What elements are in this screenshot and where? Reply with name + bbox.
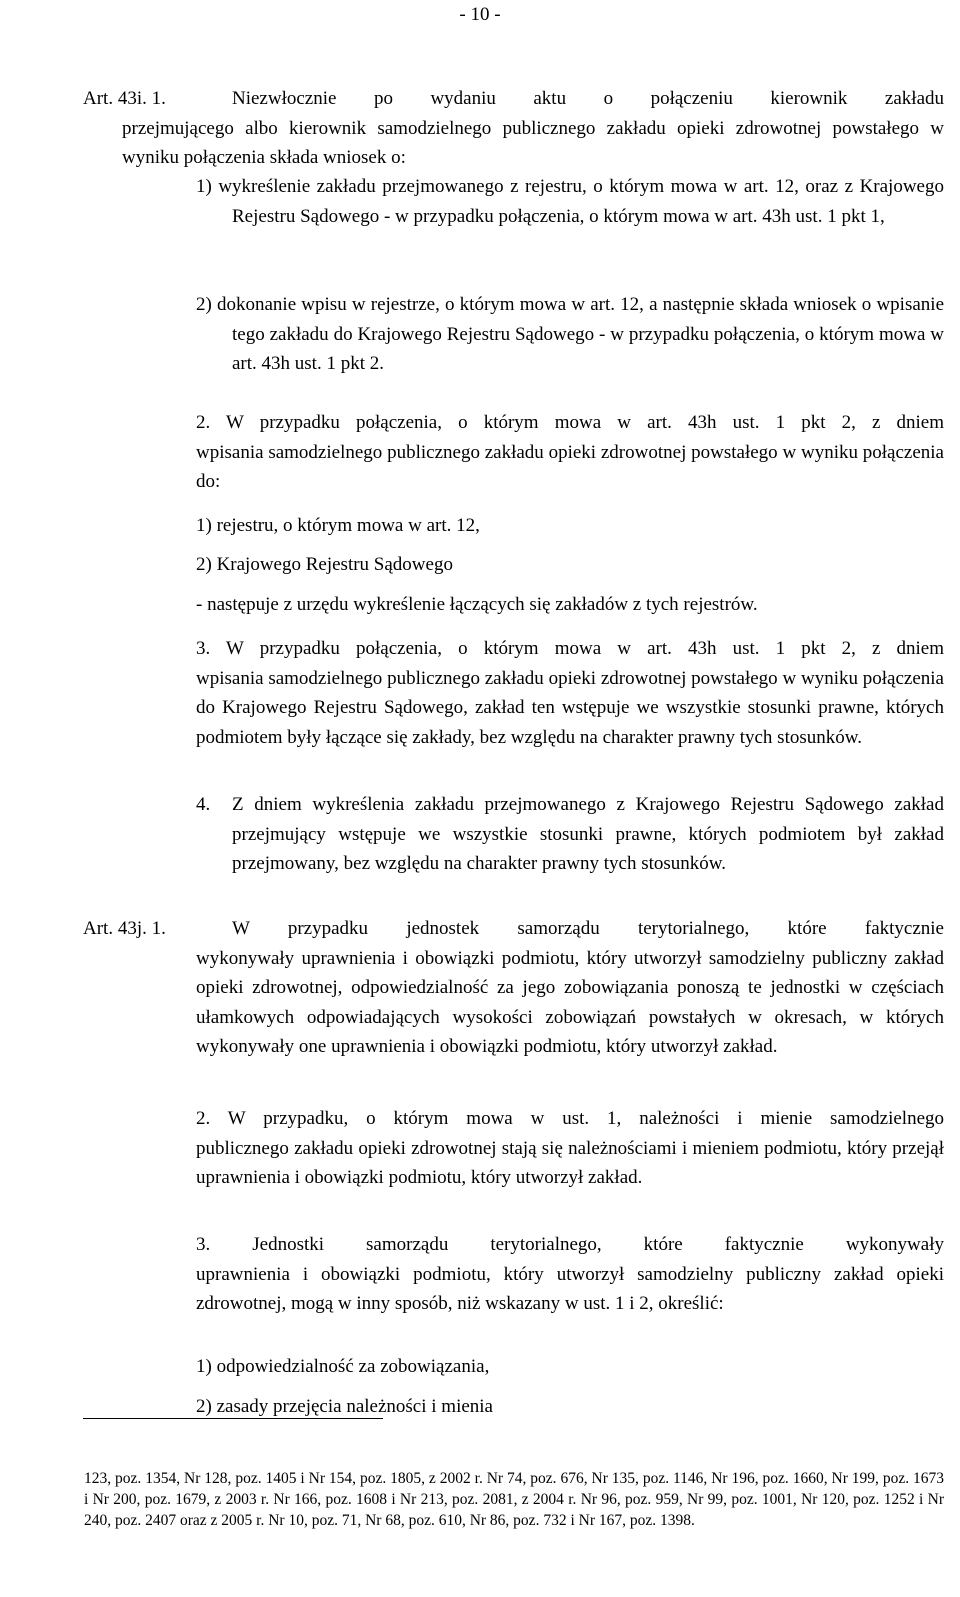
article-43i-ust1-point1: 1) wykreślenie zakładu przejmowanego z rejestru, o którym mowa w art. 12, oraz z Krajowego Rejestru Sądowego - w przypadku połączenia, o którym mowa w art. 43h ust. 1 pkt 1, [196,176,944,227]
article-43j-ust2-rest: publicznego zakładu opieki zdrowotnej stają się należnościami i mieniem podmiotu, który przejął uprawnienia i obowiązki podmiotu, który utworzył zakład. [196,1137,944,1188]
article-43i-ust3-first-line: 3. W przypadku połączenia, o którym mowa w art. 43h ust. 1 pkt 2, z dniem [196,638,944,659]
article-43j-ust3-first-line: 3. Jednostki samorządu terytorialnego, które faktycznie wykonywały [196,1234,944,1255]
article-43i-ust4-text: Z dniem wykreślenia zakładu przejmowanego z Krajowego Rejestru Sądowego zakład przejmujący wstępuje we wszystkie stosunki prawne, których podmiotem był zakład przejmowany, bez względu na charakter prawny tych stosunków. [232,794,944,874]
page-number: - 10 - [459,4,501,25]
article-43j-ust2-first-line: 2. W przypadku, o którym mowa w ust. 1, należności i mienie samodzielnego [196,1108,944,1129]
article-43j-ust3-point2: 2) zasady przejęcia należności i mienia [196,1396,493,1417]
article-43j-ust3-rest: uprawnienia i obowiązki podmiotu, który utworzył samodzielny publiczny zakład opieki zdrowotnej, mogą w inny sposób, niż wskazany w ust. 1 i 2, określić: [196,1263,944,1314]
article-43i-ust2-rest: wpisania samodzielnego publicznego zakładu opieki zdrowotnej powstałego w wyniku połączenia do: [196,441,944,492]
article-43i-ust2-point1: 1) rejestru, o którym mowa w art. 12, [196,515,480,536]
footnote-separator [83,1418,383,1419]
article-43i-ust3-rest: wpisania samodzielnego publicznego zakładu opieki zdrowotnej powstałego w wyniku połączenia do Krajowego Rejestru Sądowego, zakład ten wstępuje we wszystkie stosunki prawne, których podmiotem były łączące się zakłady, bez względu na charakter prawny tych stosunków. [196,667,944,748]
article-43j-ust1-rest: wykonywały uprawnienia i obowiązki podmiotu, który utworzył samodzielny publiczny zakład opieki zdrowotnej, odpowiedzialność za jego zobowiązania ponoszą te jednostki w częściach ułamkowych odpowiadających wysokości zobowiązań powstałych w okresach, w których wykonywały one uprawnienia i obowiązki podmiotu, który utworzył zakład. [196,947,944,1057]
article-43i-ust2-first-line: 2. W przypadku połączenia, o którym mowa w art. 43h ust. 1 pkt 2, z dniem [196,412,944,433]
article-43i-heading: Art. 43i. 1. [83,88,166,109]
article-43i-intro-rest: przejmującego albo kierownik samodzielnego publicznego zakładu opieki zdrowotnej powstałego w wyniku połączenia składa wniosek o: [122,117,944,168]
article-43i-intro-first-line: Niezwłocznie po wydaniu aktu o połączeniu kierownik zakładu [232,88,944,109]
footnote-text: 123, poz. 1354, Nr 128, poz. 1405 i Nr 154, poz. 1805, z 2002 r. Nr 74, poz. 676, Nr 135, poz. 1146, Nr 196, poz. 1660, Nr 199, poz. 1673 i Nr 200, poz. 1679, z 2003 r. Nr 166, poz. 1608 i Nr 213, poz. 2081, z 2004 r. Nr 96, poz. 959, Nr 99, poz. 1001, Nr 120, poz. 1252 i Nr 240, poz. 2407 oraz z 2005 r. Nr 10, poz. 71, Nr 68, poz. 610, Nr 86, poz. 732 i Nr 167, poz. 1398. [84,1470,944,1529]
article-43i-ust2-tail: - następuje z urzędu wykreślenie łączących się zakładów z tych rejestrów. [196,594,758,615]
article-43j-ust1-first-line: W przypadku jednostek samorządu terytorialnego, które faktycznie [232,918,944,939]
article-43j-heading: Art. 43j. 1. [83,918,166,939]
article-43i-ust4-number: 4. [196,794,211,815]
article-43i-ust1-point2: 2) dokonanie wpisu w rejestrze, o którym mowa w art. 12, a następnie składa wniosek o wpisanie tego zakładu do Krajowego Rejestru Sądowego - w przypadku połączenia, o którym mowa w art. 43h ust. 1 pkt 2. [196,294,944,374]
article-43j-ust3-point1: 1) odpowiedzialność za zobowiązania, [196,1356,490,1377]
article-43i-ust2-point2: 2) Krajowego Rejestru Sądowego [196,554,453,575]
